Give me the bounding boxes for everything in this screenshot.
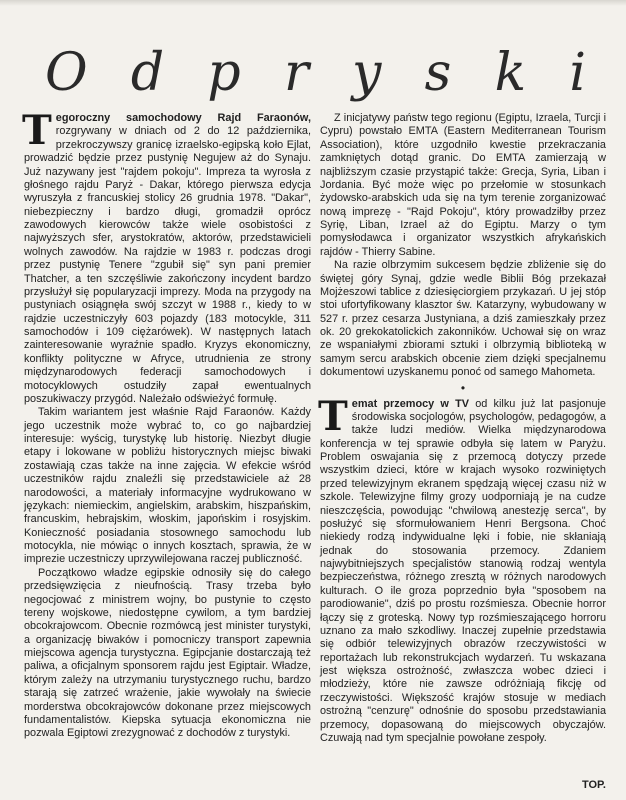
article-rajd-paragraph-4: Z inicjatywy państw tego regionu (Egiptu, Izraela, Turcji i Cypru) powstało EMTA (Eastern Mediterranean Tourism Association), które uzgodniło kwestie przekraczania zamkniętych dotąd granic. Do EMTA zamierzają w najbliższym czasie przystąpić także: Grecja, Syria, Liban i Jordania. Być może więc po przełomie w stosunkach żydowsko-arabskich uda się na tym terenie zorganizować nową imprezę - "Rajd Pokoju", który prowadziłby przez Syrię, Liban, Izrael aż do Egiptu. Marzy o tym pomysłodawca i organizator wszystkich afrykańskich rajdów - Thierry Sabine. bbox=[320, 112, 606, 258]
drop-cap: T bbox=[22, 107, 52, 154]
article-rajd-paragraph-5: Na razie olbrzymim sukcesem będzie zbliżenie się do świętej góry Synaj, gdzie wedle Biblii Bóg przekazał Mojżeszowi tablice z dziesięciorgiem przykazań. U jej stóp stoi ufortyfikowany klasztor św. Katarzyny, wybudowany w 527 r. przez cesarza Justyniana, a dziś zamieszkały przez ok. 20 grekokatolickich zakonników. Uchował się on wraz ze wspaniałymi zbiorami sztuki i olbrzymią biblioteką w samym sercu arabskich obcenie ziem dzięki specjalnemu dokumentowi uzyskanemu ponoć od samego Mahometa. bbox=[320, 259, 606, 379]
title-letter: s bbox=[424, 43, 454, 103]
title-letter: O bbox=[45, 43, 90, 103]
article-lead: egoroczny samochodowy Rajd Faraonów, bbox=[55, 112, 311, 124]
title-letter: p bbox=[207, 43, 243, 103]
title-letter: y bbox=[352, 43, 384, 103]
section-title bbox=[0, 38, 626, 108]
top-edge bbox=[0, 0, 626, 6]
article-rajd-paragraph-1 bbox=[22, 107, 311, 406]
article-rajd-paragraph-2: Takim wariantem jest właśnie Rajd Faraonów. Każdy jego uczestnik może wybrać to, co go najbardziej interesuje: wyścig, turystykę lub historię. Niezbyt długie etapy i lokowane w pobliżu historycznych miejsc biwaki zostawiają czas także na inne zajęcia. W efekcie wśród uczestników rajdu znaleźli się przedstawiciele aż 28 narodowości, a materiały informacyjne wydrukowano w językach: niemieckim, angielskim, arabskim, hiszpańskim, francuskim, hebrajskim, włoskim, japońskim i rosyjskim. Konieczność posiadania stosownego samochodu lub motocykla, nie mówiąc o innych kosztach, sprawia, że w imprezie uczestniczy uprzywilejowana raczej publiczność. bbox=[24, 406, 311, 566]
right-column bbox=[320, 112, 606, 745]
title-letter: i bbox=[569, 43, 588, 103]
title-letter: r bbox=[283, 43, 311, 103]
article-lead: emat przemocy w TV bbox=[351, 397, 470, 410]
author-signature: TOP. bbox=[581, 779, 606, 791]
article-separator: • bbox=[460, 380, 466, 395]
article-tv-paragraph-1 bbox=[318, 392, 606, 746]
title-letter: d bbox=[130, 43, 167, 103]
drop-cap: T bbox=[318, 392, 348, 440]
title-letter: k bbox=[494, 43, 529, 103]
article-rajd-paragraph-3: Początkowo władze egipskie odnosiły się do całego przedsięwzięcia z nieufnością. Trasy trzeba było negocjować z ministrem wojny, bo pustynie to często tereny wojskowe, niedostępne cywilom, a tym bardziej obcokrajowcom. Obecnie rozmówcą jest minister turystyki, a organizację biwaków i pomocniczy transport zapewnia miejscowa agencja turystyczna. Egipcjanie dostarczają też paliwa, a oficjalnym sponsorem rajdu jest Egiptair. Władze, którym zależy na utrzymaniu turystycznego ruchu, bardzo starają się zatrzeć wrażenie, jakie wywołały na świecie morderstwa obcokrajowców dokonane przez miejscowych fundamentalistów. Kiepska sytuacja ekonomiczna nie pozwala Egiptowi zrezygnować z dochodów z turystyki. bbox=[24, 566, 311, 740]
left-column bbox=[22, 107, 311, 741]
paragraph-text: rozgrywany w dniach od 2 do 12 października, przekroczywszy granicę izraelsko-egipską koło Ejlat, prowadzić będzie przez pustynię Negujew aż do Synaju. Już nazywany jest "rajdem pokoju". Impreza ta wyrosła z głośnego rajdu Paryż - Dakar, którego pierwsza edycja wyruszyła z francuskiej stolicy 26 grudnia 1978. "Dakar", niebezpieczny i bardzo długi, gromadził oprócz zawodowych kierowców także wiele osobistości z najwyższych sfer, arystokratów, aktorów, przedstawicieli wolnych zawodów. Na rajdzie w 1983 r. podczas drogi przez pustynię Tenere "zgubił się" syn pani premier Thatcher, a ten szczęśliwie zakończony incydent bardzo przysłużył się popularyzacji imprezy. Moda na przygody na pustyniach osiągnęła swój szczyt w 1988 r., kiedy to w rajdzie uczestniczyły 603 pojazdy (183 motocykle, 311 samochodów i 109 ciężarówek). W następnych latach zainteresowanie wyraźnie spadło. Kryzys ekonomiczny, konflikty polityczne w Afryce, utrudnienia ze strony międzynarodowych federacji samochodowych i motocyklowych ostudziły zapał ewentualnych poszukiwaczy przygód. Należało odświeżyć formułę. bbox=[24, 125, 311, 405]
paragraph-text: od kilku już lat pasjonuje środowiska socjologów, psychologów, pedagogów, a także ludzi mediów. Wielka międzynarodowa konferencja w tej sprawie odbyła się latem w Paryżu. Problem oswajania się z przemocą dotyczy przede wszystkim dzieci, które w krajach wysoko rozwiniętych przed telewizyjnym ekranem spędzają więcej czasu niż w szkole. Telewizyjne filmy grozy uodporniają je na cudze nieszczęścia, powodując "chwilową anestezję serca", by posłużyć się sformułowaniem Henri Bergsona. Choć niekiedy rodzą indywidualne lęki i fobie, nie skłaniają jednak do stosowania przemocy. Zdaniem najwybitniejszych specjalistów stanowią rodzaj wentyla bezpieczeństwa, różnego zresztą w różnych narodowych kulturach. O ile groza poprzednio była "sposobem na parodiowanie", dziś po prostu rozśmiesza. Obecnie horror łączy się z groteską. Nowy typ rozśmieszającego horroru uznano za mało szkodliwy. Inaczej zupełnie przedstawia się odbiór telewizyjnych obrazów rzeczywistości w reportażach lub rekonstrukcjach wydarzeń. Tu wskazana jest większa ostrożność, zwłaszcza wobec dzieci i młodzieży, które nie zawsze odróżniają fikcję od rzeczywistości. Większość krajów stosuje w mediach ostrożną "cenzurę" odnośnie do sposobu przedstawiania przemocy, dopasowaną do miejscowych obyczajów. Czuwają nad tym specjalnie powołane zespoły. bbox=[320, 397, 606, 744]
